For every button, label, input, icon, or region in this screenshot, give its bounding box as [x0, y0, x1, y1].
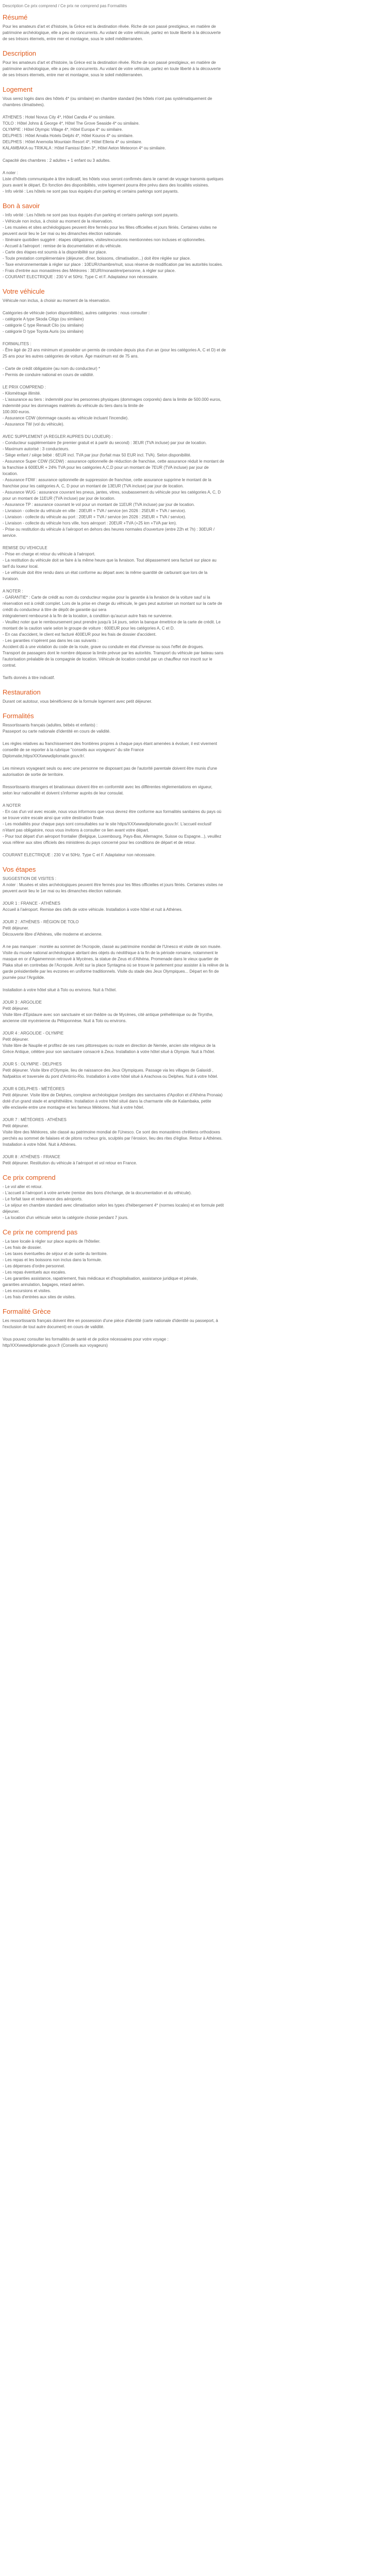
text-line: JOUR 1 : FRANCE - ATHÈNES	[3, 901, 60, 906]
text-line: masque en or d'Agamemnon retrouvé à Mycènes, la statue de Zeus et d'Athéna. Promenade dans le vieux quartier de	[3, 957, 219, 961]
text-line: Installation à votre hôtel. Nuit à Athènes.	[3, 1142, 77, 1147]
text-line: A noter : Musées et sites archéologiques peuvent être fermés pour les fêtes officielles et jours fériés. Certaines visites ne	[3, 883, 223, 887]
text-line: de ses trésors éternels, entre mer et montagne, sous le soleil méditerranéen.	[3, 73, 143, 77]
text-line: - Info vérité : Les hôtels ne sont pas tous équipés d'un parking et certains parkings sont payants.	[3, 189, 179, 194]
text-line	[3, 360, 388, 366]
section-bon-a-savoir	[3, 202, 388, 280]
text-line: A ne pas manquer : montée au sommet de l'Acropole, classé au patrimoine mondial de l'Unesco et visite de son musée.	[3, 944, 222, 949]
text-line: Liste d'hôtels communiquée à titre indicatif, les hôtels vous seront confirmés dans le carnet de voyage transmis quelques	[3, 177, 223, 181]
text-line: - Carte des étapes est soumis à la disponibilité sur place.	[3, 250, 107, 255]
text-line: - Assurance FDW : assurance optionnelle de suppression de franchise, cette assurance supprime le montant de la	[3, 478, 211, 482]
text-line: Catégories de véhicule (selon disponibilités), autres catégories : nous consulter :	[3, 311, 150, 315]
text-line: se trouve votre escale ainsi que votre destination finale.	[3, 816, 105, 820]
text-line: - Assurance TW (vol du véhicule).	[3, 422, 64, 427]
text-line	[3, 1111, 388, 1117]
text-line: - Les garanties assistance, rapatriement, frais médicaux et d'hospitalisation, assistance juridique et pénale,	[3, 1276, 198, 1281]
section-title: Formalité Grèce	[3, 1308, 51, 1315]
text-line: - En cas d'accident, le client est facturé 400EUR pour les frais de dossier d'accident.	[3, 632, 157, 637]
text-line: Installation à votre hôtel situé à Tolo ou environs. Nuit à l'hôtel.	[3, 988, 117, 992]
section-body	[3, 1184, 388, 1221]
text-line: JOUR 7 : MÉTÉORES - ATHÈNES	[3, 1117, 67, 1122]
text-line: perchés au sommet de falaises et de pitons rocheux gris, sculptés par l'érosion, lieu des rites d'église. Retour à Athènes.	[3, 1136, 223, 1141]
text-line: JOUR 5 : OLYMPIE - DELPHES	[3, 1062, 62, 1066]
text-line	[3, 1055, 388, 1061]
text-line: conseillé de se reporter à la rubrique "conseils aux voyageurs" du site France	[3, 748, 144, 752]
text-line: Petit déjeuner. Visite libre de Delphes, complexe archéologique (vestiges des sanctuaires d'Apollon et d'Athéna Pronaia)	[3, 1093, 223, 1097]
text-line: - L'accueil à l'aéroport à votre arrivée (remise des bons d'échange, de la documentation et du véhicule).	[3, 1191, 192, 1195]
text-line: franchise pour les catégories A, C, D pour un montant de 13EUR (TVA incluse) par jour de location.	[3, 484, 184, 488]
text-line: - Kilométrage illimité.	[3, 391, 41, 396]
text-line: journée pour l'Argolide.	[3, 975, 45, 980]
text-line: selon leur nationalité et doivent s'informer auprès de leur consulat.	[3, 791, 124, 795]
text-line: Diplomatie,https/XXXwwwdiplomatie.gouv.fr/.	[3, 754, 85, 758]
text-line	[3, 164, 388, 170]
text-line: chambres climatisées).	[3, 103, 45, 107]
text-line: - Taxe environnementale à régler sur place : 10EUR/chambre/nuit, sous réserve de modification par les autorités locales.	[3, 262, 223, 267]
text-line: - COURANT ELECTRIQUE : 230 V et 50Hz. Type C et F. Adaptateur non nécessaire.	[3, 275, 158, 279]
text-line: - Prise en charge et retour du véhicule à l'aéroport.	[3, 552, 95, 556]
text-line: Petit déjeuner. Visite libre d'Olympie, lieu de naissance des Jeux Olympiques. Passage via les villages de Galaxidi ,	[3, 1068, 214, 1073]
text-line: - Les dépenses d'ordre personnel.	[3, 1264, 66, 1268]
section-title: Bon à savoir	[3, 202, 40, 210]
text-line: A noter :	[3, 171, 18, 175]
text-line: - La restitution du véhicule doit se faire à la même heure que la livraison. Tout dépassement sera facturé sur place au	[3, 558, 217, 563]
text-line: crédit du conducteur à titre de dépôt de garantie qui sera	[3, 607, 107, 612]
section-body	[3, 1318, 388, 1349]
text-line: - Les frais d'entrées aux sites de visites.	[3, 1295, 76, 1299]
text-line: OLYMPIE : Hôtel Olympic Village 4*, Hôtel Europa 4* ou similaire.	[3, 127, 123, 132]
text-line: - Frais d'entrée aux monastères des Météores : 3EUR/monastère/personne, à régler sur place.	[3, 268, 176, 273]
text-line: FORMALITES :	[3, 342, 31, 346]
text-line	[3, 913, 388, 919]
text-line: - GARANTIE* : Carte de crédit au nom du conducteur requise pour la garantie à la livraison de la voiture sauf si la	[3, 595, 210, 600]
section-title: Restauration	[3, 688, 41, 696]
text-line: - Assurance TP : assurance couvrant le vol pour un montant de 11EUR (TVA incluse) par jour de location.	[3, 502, 195, 507]
text-line: l'autorisation préalable de la compagnie de location. Véhicule de location conduit par un chauffeur non inscrit sur le	[3, 657, 213, 662]
text-line: Passeport ou carte nationale d'identité en cours de validité.	[3, 729, 111, 734]
section-body	[3, 298, 388, 681]
text-line: patrimoine archéologique, elle a peu de concurrents. Au volant de votre véhicule, partez en toute liberté à la découverte	[3, 30, 221, 35]
text-line	[3, 151, 388, 158]
text-line: réservation est à crédit complet. Lors de la prise en charge du véhicule, le gars peut autoriser un montant sur la carte de	[3, 601, 222, 606]
text-line: livraison.	[3, 577, 19, 581]
text-line: DELPHES : Hôtel Amalia Hotels Delphi 4*, Hôtel Kouros 4* ou similaire.	[3, 133, 134, 138]
text-line: doté d'un grand stade et amphithéâtre. Installation à votre hôtel situé dans la charmante ville de Kalambaka, petite	[3, 1099, 211, 1104]
text-line: Ressortissants français (adultes, bébés et enfants) :	[3, 723, 98, 727]
text-line: Grèce Antique, célèbre pour son sanctuaire consacré à Zeus. Installation à votre hôtel situé à Olympie. Nuit à l'hôtel.	[3, 1049, 215, 1054]
text-line	[3, 735, 388, 741]
text-line	[3, 582, 388, 588]
text-line: - Le forfait taxe et redevance des aéroports.	[3, 1197, 83, 1201]
text-line	[3, 894, 388, 901]
text-line	[3, 669, 388, 675]
text-line: TOLO : Hôtel Johns & George 4*, Hôtel The Grove Seaside 4* ou similaire.	[3, 121, 140, 126]
text-line: - Les musées et sites archéologiques peuvent être fermés pour les fêtes officielles et jours fériés. Certaines visites ne	[3, 225, 217, 230]
text-line: 25 ans pour les autres catégories de voiture. Âge maximum est de 75 ans.	[3, 354, 139, 359]
text-line: - Assurance WUG : assurance couvrant les pneus, jantes, vitres, soubassement du véhicule pour les catégories A, C, D	[3, 490, 221, 495]
text-line: - Le véhicule doit être rendu dans un état conforme au départ avec la même quantité de carburant que lors de la	[3, 570, 208, 575]
section-resume	[3, 13, 388, 42]
text-line: garanties annulation, bagages, retard aérien.	[3, 1282, 85, 1287]
section-ce-prix-comprend	[3, 1174, 388, 1221]
text-line: n'étant pas obligatoire, nous vous invitons à consulter ce lien avant votre départ.	[3, 828, 149, 833]
text-line: JOUR 6 DELPHES - MÉTÉORES	[3, 1087, 65, 1091]
text-line: vous référer aux sites officiels des ministères du pays concerné pour les conditions de départ et de retour.	[3, 840, 196, 845]
text-line: - Livraison - collecte du véhicule en ville : 20EUR + TVA / service (en 2026 : 25EUR + TVA / service).	[3, 509, 186, 513]
text-line: - Les modalités pour chaque pays sont consultables sur le site https/XXXwwwdiplomatie.gouv.fr/. L'accueil exclusif	[3, 822, 211, 826]
text-line: DELPHES : Hôtel Anemolia Mountain Resort 4*, Hôtel Elleria 4* ou similaire.	[3, 140, 142, 144]
text-line: - Véhicule non inclus, à choisir au moment de la réservation.	[3, 219, 113, 224]
text-line: Plaka situé en contrebas de l'Acropole. Arrêt sur la place Syntagma où se trouve le parlement pour assister à la relève de la	[3, 963, 229, 968]
text-line: tarif du loueur local.	[3, 564, 39, 569]
section-body	[3, 60, 388, 78]
section-body	[3, 699, 388, 705]
text-line: JOUR 2 : ATHÈNES - RÉGION DE TOLO	[3, 920, 79, 924]
text-line: 100.000 euros.	[3, 410, 30, 414]
section-title: Logement	[3, 86, 32, 93]
text-line: - Le vol aller et retour.	[3, 1184, 43, 1189]
text-line	[3, 108, 388, 114]
text-line: Petit déjeuner.	[3, 1006, 29, 1011]
text-line: Petit déjeuner.	[3, 926, 29, 930]
text-line: JOUR 8 : ATHÈNES - FRANCE	[3, 1155, 60, 1159]
text-line: - Toute prestation complémentaire (déjeuner, dîner, boissons, climatisation...) doit être réglée sur place.	[3, 256, 191, 261]
text-line: montant de la caution varie selon le groupe de voiture : 600EUR pour les catégories A, C et D.	[3, 626, 175, 631]
text-line: - Les taxes éventuelles de séjour et de sortie du territoire.	[3, 1251, 108, 1256]
text-line	[3, 981, 388, 987]
text-line: intégralement remboursé à la fin de la location, à condition qu'aucun autre frais ne survienne.	[3, 614, 173, 618]
text-line	[3, 304, 388, 310]
section-logement	[3, 86, 388, 195]
text-line	[3, 335, 388, 341]
text-line: - Être âgé de 23 ans minimum et posséder un permis de conduire depuis plus d'un an (pour les catégories A, C et D) et de	[3, 348, 226, 352]
text-line: location.	[3, 471, 18, 476]
text-line: ancienne cité mycénienne du Péloponnèse. Nuit à Tolo ou environs.	[3, 1019, 127, 1023]
section-body	[3, 1239, 388, 1300]
text-line: autorisation de sortie de territoire.	[3, 772, 64, 777]
text-line: - catégorie D type Toyota Auris (ou similaire)	[3, 329, 84, 334]
text-line: - Assurance Super CDW (SCDW) : assurance optionnelle de réduction de franchise, cette assurance réduit le montant de	[3, 459, 224, 464]
text-line: Accueil à l'aéroport. Remise des clefs de votre véhicule. Installation à votre hôtel et nuit à Athènes.	[3, 907, 183, 912]
text-line: peuvent avoir lieu le 1er mai ou les dimanches élection nationale.	[3, 889, 122, 893]
text-line: Tarifs donnés à titre indicatif.	[3, 675, 55, 680]
section-title: Résumé	[3, 13, 28, 21]
text-line: JOUR 3 : ARGOLIDE	[3, 1000, 42, 1005]
text-line: - La location d'un véhicule selon la catégorie choisie pendant 7 jours.	[3, 1215, 128, 1220]
section-body	[3, 722, 388, 858]
text-line: - Les frais de dossier.	[3, 1245, 42, 1250]
text-line: Les ressortissants français doivent être en possession d'une pièce d'identité (carte nationale d'identité ou passeport, à	[3, 1318, 218, 1323]
text-line: Ressortissants étrangers et binationaux doivent être en conformité avec les différentes réglementations en vigueur,	[3, 785, 213, 789]
text-line: indemnité pour les dommages matériels du véhicule du tiers dans la limite de	[3, 403, 144, 408]
text-line: la franchise à 600EUR + 24% TVA pour les catégories A,C,D pour un montant de 7EUR (TVA incluse) par jour de	[3, 465, 209, 470]
text-line: - Permis de conduire national en cours de validité.	[3, 372, 94, 377]
text-line: SUGGESTION DE VISITES :	[3, 876, 57, 881]
text-line: A NOTER	[3, 803, 21, 808]
text-line: - catégorie A type Skoda Citigo (ou similaire)	[3, 317, 84, 321]
text-line: Véhicule non inclus, à choisir au moment de la réservation.	[3, 298, 110, 303]
text-line: Vous pouvez consulter les formalités de santé et de police nécessaires pour votre voyage :	[3, 1337, 169, 1342]
section-vos-etapes	[3, 866, 388, 1166]
text-line	[3, 993, 388, 999]
text-line: patrimoine archéologique, elle a peu de concurrents. Au volant de votre véhicule, partez en toute liberté à la découverte	[3, 66, 221, 71]
content-sections	[3, 13, 388, 1349]
text-line: Découverte libre d'Athènes, ville moderne et ancienne.	[3, 932, 103, 937]
text-line: - Le séjour en chambre standard avec climatisation selon les types d'hébergement 4* (normes locales) et en formule petit	[3, 1203, 224, 1208]
text-line: peuvent avoir lieu le 1er mai ou les dimanches élection nationale.	[3, 231, 122, 236]
text-line: jours avant le départ. En fonction des disponibilités, votre logement pourra être prévu dans des localités voisines.	[3, 183, 209, 188]
text-line: REMISE DU VEHICULE	[3, 546, 47, 550]
text-line: - Les garanties n'opèrent pas dans les cas suivants :	[3, 638, 99, 643]
text-line: - Info vérité : Les hôtels ne sont pas tous équipés d'un parking et certains parkings sont payants.	[3, 213, 179, 217]
text-line: http/XXXwwwdiplomatie.gouv.fr (Conseils aux voyageurs)	[3, 1343, 108, 1348]
text-line: A NOTER :	[3, 589, 23, 594]
text-line: - Livraison - collecte du véhicule hors ville, hors aéroport : 20EUR +TVA (+25 km +TVA par km).	[3, 521, 177, 526]
text-line: AVEC SUPPLEMENT (A REGLER AUPRES DU LOUEUR) :	[3, 434, 113, 439]
text-line: - Itinéraire quotidien suggéré : étapes obligatoires, visites/excursions mentionnées non incluses et optionnelles.	[3, 238, 206, 242]
text-line: Pour les amateurs d'art et d'histoire, la Grèce est la destination rêvée. Riche de son passé prestigieux, en matière de	[3, 60, 216, 65]
breadcrumb[interactable]: Description Ce prix comprend / Ce prix ne comprend pas Formalités	[3, 4, 127, 8]
text-line: service.	[3, 533, 17, 538]
text-line	[3, 539, 388, 545]
text-line: de ses trésors éternels, entre mer et montagne, sous le soleil méditerranéen.	[3, 37, 143, 41]
text-line	[3, 1024, 388, 1030]
text-line: - Maximum autorisé : 3 conducteurs.	[3, 447, 70, 451]
text-line	[3, 846, 388, 852]
text-line: - En cas d'un vol avec escale, nous vous informons que vous devrez être conforme aux formalités sanitaires du pays où	[3, 809, 221, 814]
section-title: Formalités	[3, 712, 34, 720]
text-line	[3, 938, 388, 944]
text-line: Transport de passagers dont le nombre dépasse la limite prévue par les autorités. Transport du véhicule par bateau sans	[3, 651, 223, 655]
text-line: Visite libre des Météores, site classé au patrimoine mondial de l'Unesco. Ce sont des monastères chrétiens orthodoxes	[3, 1130, 220, 1134]
text-line: ATHENES : Hotel Novus City 4*, Hôtel Candia 4* ou similaire.	[3, 115, 116, 120]
text-line: - Les repas éventuels aux escales.	[3, 1270, 67, 1275]
text-line: Petit déjeuner.	[3, 1037, 29, 1042]
section-description	[3, 49, 388, 78]
text-line	[3, 428, 388, 434]
text-line: Visite du musée national archéologique abritant des objets du néolithique à la fin de la période romaine, notamment le	[3, 951, 218, 955]
text-line: - L'assurance au tiers : indemnité pour les personnes physiques (dommages corporels) dans la limite de 500.000 euros,	[3, 397, 221, 402]
text-line: - catégorie C type Renault Clio (ou similaire)	[3, 323, 84, 328]
text-line: Accident dû à une violation du code de la route, grave ou conduite en état d'ivresse ou sous l'effet de drogues.	[3, 645, 204, 649]
text-line: Petit déjeuner. Restitution du véhicule à l'aéroport et vol retour en France.	[3, 1161, 137, 1165]
text-line: ville enclavée entre une montagne et les fameux Météores. Nuit à votre hôtel.	[3, 1105, 144, 1110]
text-line: Visite libre de Nauplie et profitez de ses rues pittoresques ou route en direction de Nemée, ancien site religieux de la	[3, 1043, 216, 1048]
text-line: Vous serez logés dans des hôtels 4* (ou similaire) en chambre standard (les hôtels n'ont pas systématiquement de	[3, 96, 213, 101]
section-body	[3, 876, 388, 1166]
text-line: pour un montant de 11EUR (TVA incluse) par jour de location.	[3, 496, 116, 501]
section-restauration	[3, 688, 388, 705]
text-line	[3, 378, 388, 384]
text-line: KALAMBAKA ou TRIKALA : Hôtel Famissi Eden 3*, Hôtel Aeton Meteoron 4* ou similaire.	[3, 146, 166, 150]
text-line	[3, 1148, 388, 1154]
text-line: Durant cet autotour, vous bénéficierez de la formule logement avec petit déjeuner.	[3, 699, 152, 704]
text-line: - Veuillez noter que le remboursement peut prendre jusqu'à 14 jours, selon la banque émettrice de la carte de crédit. Le	[3, 620, 221, 624]
text-line: - Siège enfant / siège bébé : 6EUR incl. TVA par jour (forfait max 50 EUR incl. TVA). Selon disponibilité.	[3, 453, 191, 457]
text-line: Les mineurs voyageant seuls ou avec une personne ne disposant pas de l'autorité parentale doivent être munis d'une	[3, 766, 217, 771]
text-line: contrat.	[3, 663, 17, 668]
text-line: JOUR 4 : ARGOLIDE - OLYMPIE	[3, 1031, 64, 1036]
text-line: Nafpaktos et traversée du pont d'Antirrio-Rio. Installation à votre hôtel situé à Arachova ou Delphes. Nuit à votre hôtel.	[3, 1074, 218, 1079]
section-ce-prix-ne-comprend-pas	[3, 1228, 388, 1300]
section-title: Votre véhicule	[3, 287, 45, 295]
text-line: COURANT ELECTRIQUE : 230 V et 50Hz. Type C et F. Adaptateur non nécessaire.	[3, 853, 156, 857]
section-title: Ce prix comprend	[3, 1174, 56, 1181]
text-line: Les règles relatives au franchissement des frontières propres à chaque pays étant amenées à évoluer, il est vivement	[3, 741, 217, 746]
section-title: Vos étapes	[3, 866, 36, 873]
section-body	[3, 212, 388, 280]
text-line: - Pour tout départ d'un aéroport frontalier (Belgique, Luxembourg, Pays-Bas, Allemagne, Suisse ou Espagne...), veuillez	[3, 834, 221, 839]
text-line	[3, 759, 388, 766]
text-line: - Carte de crédit obligatoire (au nom du conducteur) *	[3, 366, 100, 371]
section-formalite-grece	[3, 1308, 388, 1349]
text-line: - Prise ou restitution du véhicule à l'aéroport en dehors des heures normales d'ouverture (entre 22h et 7h) : 30EUR /	[3, 527, 215, 532]
text-line: Visite libre d'Epidaure avec son sanctuaire et son théâtre ou de Mycènes, cité antique préhellénique ou de Tirynthe,	[3, 1012, 214, 1017]
text-line: - Accueil à l'aéroport : remise de la documentation et du véhicule.	[3, 244, 122, 248]
section-body	[3, 24, 388, 42]
section-title: Description	[3, 49, 37, 57]
text-line	[3, 1080, 388, 1086]
section-formalites	[3, 712, 388, 858]
text-line: garde présidentielle par les evzones en uniforme traditionnels. Visite du stade des Jeux Olympiques... Départ en fin de	[3, 969, 219, 974]
text-line	[3, 778, 388, 784]
section-body	[3, 96, 388, 195]
text-line: Petit déjeuner.	[3, 1124, 29, 1128]
text-line: - La taxe locale à régler sur place auprès de l'hôtelier.	[3, 1239, 101, 1244]
text-line: déjeuner.	[3, 1209, 20, 1214]
text-line: - Conducteur supplémentaire (le premier gratuit et à partir du second) : 3EUR (TVA incluse) par jour de location.	[3, 440, 207, 445]
text-line: l'exclusion de tout autre document) en cours de validité.	[3, 1325, 105, 1329]
section-votre-vehicule	[3, 287, 388, 681]
text-line	[3, 1330, 388, 1336]
text-line: Pour les amateurs d'art et d'histoire, la Grèce est la destination rêvée. Riche de son passé prestigieux, en matière de	[3, 24, 216, 29]
text-line: LE PRIX COMPREND :	[3, 385, 46, 389]
section-title: Ce prix ne comprend pas	[3, 1228, 78, 1236]
text-line	[3, 796, 388, 803]
text-line: - Les excursions et visites.	[3, 1289, 51, 1293]
text-line: - Assurance CDW (dommage causés au véhicule incluant l'incendie).	[3, 416, 129, 420]
text-line: - Les repas et les boissons non inclus dans la formule.	[3, 1258, 102, 1262]
text-line: - Livraison - collecte du véhicule au port : 20EUR + TVA / service (en 2026 : 25EUR + TVA / service).	[3, 515, 186, 519]
text-line: Capacité des chambres : 2 adultes + 1 enfant ou 3 adultes.	[3, 158, 111, 163]
